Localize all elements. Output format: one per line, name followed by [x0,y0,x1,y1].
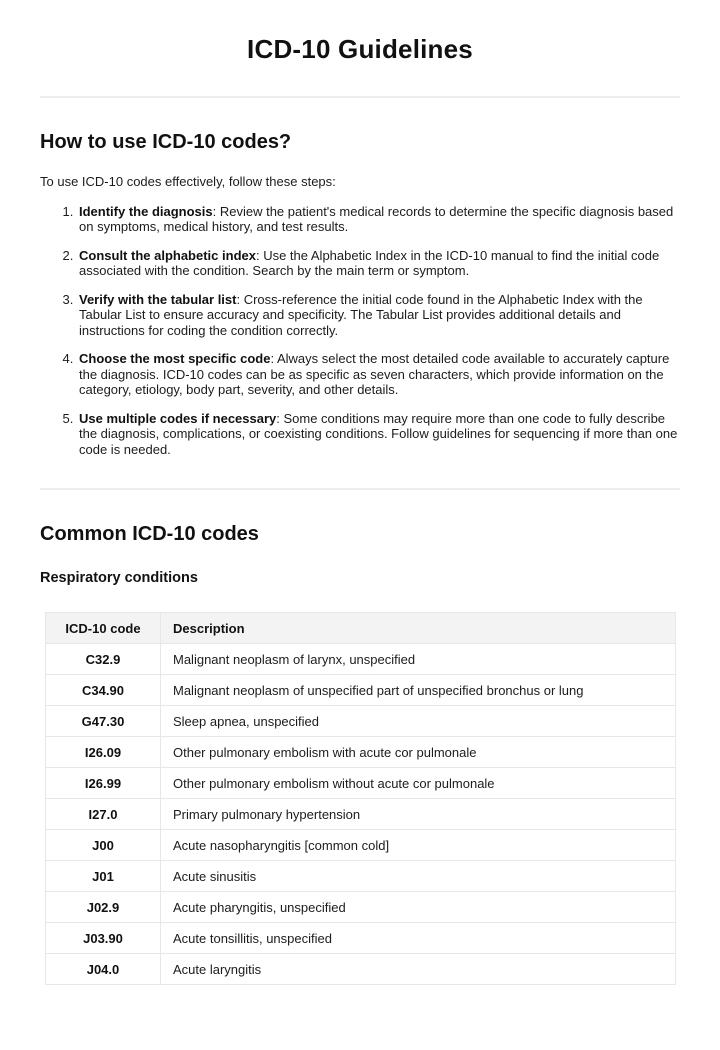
code-cell: G47.30 [46,706,161,737]
description-cell: Acute tonsillitis, unspecified [161,923,676,954]
divider-middle [40,488,680,490]
table-row [46,799,676,830]
code-cell: J04.0 [46,954,161,985]
description-cell: Acute pharyngitis, unspecified [161,892,676,923]
table-row [46,923,676,954]
table-body [46,644,676,985]
description-cell: Malignant neoplasm of unspecified part of unspecified bronchus or lung [161,675,676,706]
table-row [46,768,676,799]
section-heading-common-codes: Common ICD-10 codes [40,523,259,545]
step-item-3 [77,292,680,339]
table-row [46,737,676,768]
code-cell: C34.90 [46,675,161,706]
code-cell: I26.99 [46,768,161,799]
icd10-codes-table [45,612,676,985]
table-row [46,644,676,675]
table-header-description: Description [161,613,676,644]
table-header-row [46,613,676,644]
step-1-lead: Identify the diagnosis [79,203,213,219]
description-cell: Other pulmonary embolism with acute cor pulmonale [161,737,676,768]
section-heading-how-to: How to use ICD-10 codes? [40,131,292,153]
code-cell: J02.9 [46,892,161,923]
table-header-code: ICD-10 code [46,613,161,644]
step-2-lead: Consult the alphabetic index [79,247,256,263]
table-row [46,892,676,923]
step-2-text: : Use the Alphabetic Index in the ICD-10 manual to find the initial code associated with the condition. Search by the main term or symptom. [79,247,660,278]
step-4-text: : Always select the most detailed code available to accurately capture the diagnosis. ICD-10 codes can be as specific as seven characters, which provide information on the category, etiology, body part, severity, and other details. [79,351,670,397]
table-header [46,613,676,644]
code-cell: I26.09 [46,737,161,768]
step-5-text: : Some conditions may require more than one code to fully describe the diagnosis, complications, or coexisting conditions. Follow guidelines for sequencing if more than one code is needed. [79,410,678,457]
code-cell: C32.9 [46,644,161,675]
description-cell: Sleep apnea, unspecified [161,706,676,737]
steps-list [40,204,680,458]
description-cell: Acute laryngitis [161,954,676,985]
step-3-text: : Cross-reference the initial code found in the Alphabetic Index with the Tabular List to ensure accuracy and specificity. The Tabular List provides additional details and instructions for coding the condition correctly. [79,291,643,338]
step-3-lead: Verify with the tabular list [79,291,237,307]
step-1-text: : Review the patient's medical records to determine the specific diagnosis based on symptoms, medical history, and test results. [79,203,674,234]
code-cell: I27.0 [46,799,161,830]
table-row [46,830,676,861]
step-5-lead: Use multiple codes if necessary [79,410,277,426]
intro-paragraph: To use ICD-10 codes effectively, follow these steps: [40,174,336,189]
table-row [46,706,676,737]
description-cell: Acute sinusitis [161,861,676,892]
table-row [46,861,676,892]
description-cell: Acute nasopharyngitis [common cold] [161,830,676,861]
code-cell: J01 [46,861,161,892]
description-cell: Malignant neoplasm of larynx, unspecified [161,644,676,675]
step-item-4 [77,351,680,398]
table-row [46,954,676,985]
subsection-heading-respiratory: Respiratory conditions [40,570,198,586]
description-cell: Primary pulmonary hypertension [161,799,676,830]
step-item-1 [77,204,680,235]
table-row [46,675,676,706]
divider-top [40,96,680,98]
code-cell: J03.90 [46,923,161,954]
code-cell: J00 [46,830,161,861]
step-item-2 [77,248,680,279]
document-page [0,34,720,985]
page-title: ICD-10 Guidelines [247,34,473,64]
step-item-5 [77,411,680,458]
description-cell: Other pulmonary embolism without acute cor pulmonale [161,768,676,799]
step-4-lead: Choose the most specific code [79,351,271,366]
